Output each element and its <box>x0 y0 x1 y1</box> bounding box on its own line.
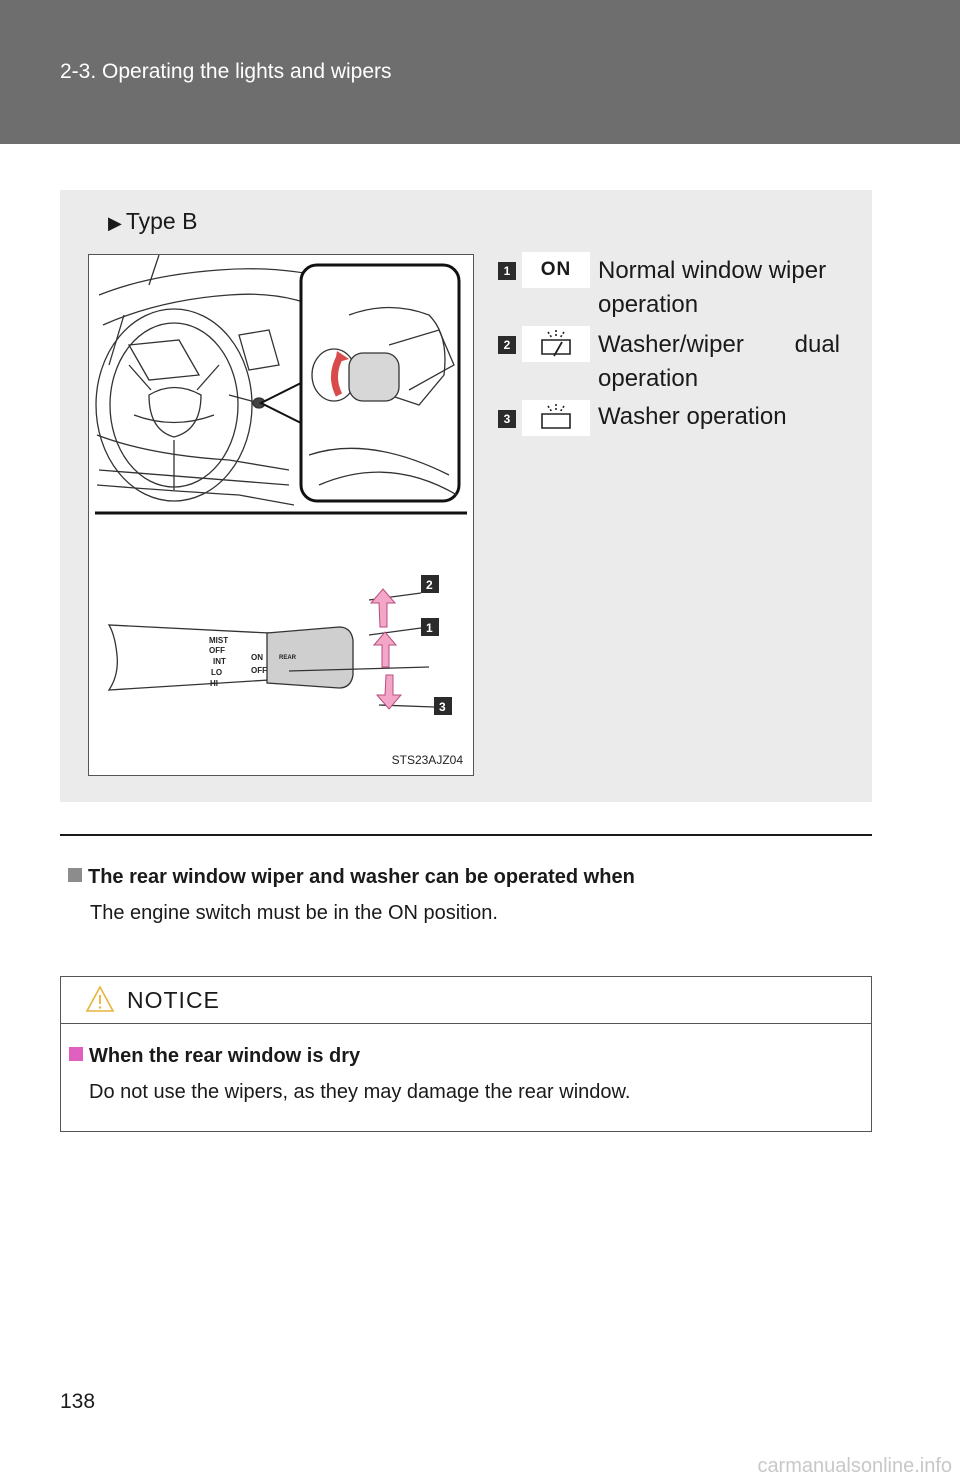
notice-title-text: When the rear window is dry <box>89 1045 361 1067</box>
page-header <box>0 0 960 144</box>
rear-section-title-text: The rear window wiper and washer can be operated when <box>88 866 635 888</box>
notice-header <box>61 977 871 1024</box>
figure-panel <box>60 190 872 802</box>
page-number: 138 <box>60 1390 96 1413</box>
stalk-label-on: ON <box>251 653 263 662</box>
legend-num-3: 3 <box>498 410 516 428</box>
callout-2: 2 <box>426 578 433 592</box>
rear-section-title <box>68 866 635 889</box>
washer-wiper-icon <box>522 326 590 362</box>
type-label <box>108 208 197 235</box>
callout-3: 3 <box>439 700 446 714</box>
stalk-label-mist: MIST <box>209 636 229 645</box>
notice-title <box>69 1045 360 1068</box>
section-divider <box>60 834 872 836</box>
legend-text-1: Normal window wiper operation <box>598 257 827 318</box>
stalk-label-off2: OFF <box>251 666 267 675</box>
notice-body: Do not use the wipers, as they may damage the rear window. <box>89 1081 631 1103</box>
square-bullet-icon <box>69 1047 83 1061</box>
notice-box <box>60 976 872 1132</box>
stalk-label-lo: LO <box>211 668 223 677</box>
notice-label: NOTICE <box>127 987 220 1013</box>
type-label-text: Type B <box>125 208 198 234</box>
legend-text-3: Washer operation <box>598 403 787 430</box>
square-bullet-icon <box>68 868 82 882</box>
watermark: carmanualsonline.info <box>757 1455 952 1477</box>
stalk-label-off: OFF <box>209 646 225 655</box>
stalk-label-int: INT <box>213 657 226 666</box>
legend-num-2: 2 <box>498 336 516 354</box>
washer-icon <box>522 400 590 436</box>
legend-text-2-line1: Washer/wiper dual <box>598 331 840 358</box>
warning-triangle-icon <box>85 985 115 1013</box>
legend-num-1: 1 <box>498 262 516 280</box>
on-symbol: ON <box>522 252 590 288</box>
legend-text-2-line2: operation <box>598 365 699 392</box>
section-title: 2-3. Operating the lights and wipers <box>60 60 392 83</box>
illustration-svg <box>89 255 473 775</box>
figure-code: STS23AJZ04 <box>391 753 463 767</box>
callout-1: 1 <box>426 621 433 635</box>
rear-section-body: The engine switch must be in the ON position. <box>90 902 498 924</box>
legend-text-2 <box>598 328 840 396</box>
wiper-illustration <box>88 254 474 776</box>
stalk-label-hi: HI <box>210 679 218 688</box>
triangle-right-icon: ▶ <box>108 213 122 233</box>
stalk-label-rear: REAR <box>279 655 297 661</box>
